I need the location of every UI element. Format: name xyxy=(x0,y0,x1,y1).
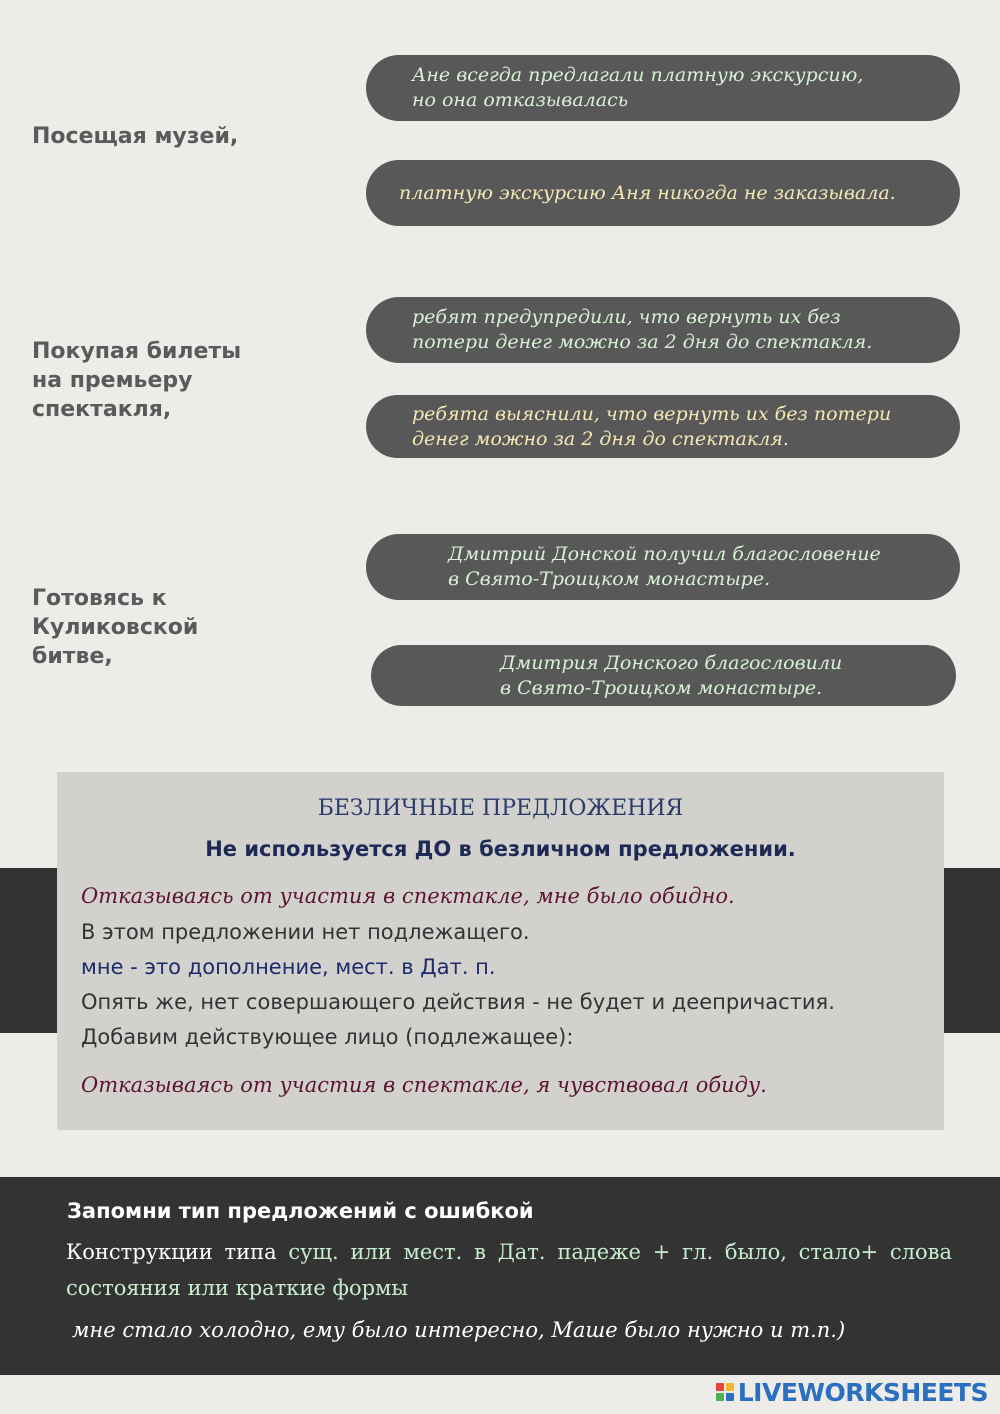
stem-2: Покупая билеты на премьеру спектакля, xyxy=(32,339,242,422)
option-1a-text: Ане всегда предлагали платную экскурсию, но она отказывалась xyxy=(412,64,864,111)
rule-subtitle: Не используется ДО в безличном предложении. xyxy=(205,837,796,861)
option-1a[interactable] xyxy=(366,55,960,121)
memo-text-a: Конструкции типа xyxy=(66,1240,277,1264)
option-2a-text: ребят предупредили, что вернуть их без потери денег можно за 2 дня до спектакля. xyxy=(412,306,873,353)
option-1b[interactable] xyxy=(366,160,960,226)
option-2a[interactable] xyxy=(366,297,960,363)
rule-card xyxy=(57,772,944,1130)
rule-line-1: В этом предложении нет подлежащего. xyxy=(81,920,530,944)
option-2b[interactable] xyxy=(366,395,960,458)
memo-title: Запомни тип предложений с ошибкой xyxy=(67,1199,534,1223)
stem-3: Готовясь к Куликовской битве, xyxy=(32,586,199,669)
brand-logo[interactable] xyxy=(716,1376,988,1408)
rule-title: БЕЗЛИЧНЫЕ ПРЕДЛОЖЕНИЯ xyxy=(317,796,684,821)
option-3b[interactable] xyxy=(371,645,956,706)
brand-name: LIVEWORKSHEETS xyxy=(737,1377,988,1407)
option-2b-text: ребята выяснили, что вернуть их без потери денег можно за 2 дня до спектакля. xyxy=(412,402,892,450)
memo-text-b: сущ. или мест. в Дат. падеже + гл. было, стало+ слова состояния или краткие формы xyxy=(66,1240,952,1300)
option-3a-text: Дмитрий Донской получил благословение в Свято-Троицком монастыре. xyxy=(448,543,881,590)
memo-block xyxy=(0,1177,1000,1375)
rule-line-3: Опять же, нет совершающего действия - не будет и деепричастия. xyxy=(81,990,835,1014)
rule-example-right: Отказываясь от участия в спектакле, я чувствовал обиду. xyxy=(81,1073,767,1097)
logo-square-l xyxy=(716,1383,724,1391)
rule-line-4: Добавим действующее лицо (подлежащее): xyxy=(81,1025,574,1049)
stem-1: Посещая музей, xyxy=(32,124,239,149)
liveworksheets-icon xyxy=(716,1383,734,1401)
rule-line-2: мне - это дополнение, мест. в Дат. п. xyxy=(81,955,496,979)
rule-example-wrong: Отказываясь от участия в спектакле, мне было обидно. xyxy=(81,884,735,908)
logo-square-v xyxy=(716,1393,724,1401)
logo-square-e xyxy=(726,1393,734,1401)
option-3a[interactable] xyxy=(366,534,960,600)
logo-square-i xyxy=(726,1383,734,1391)
memo-text xyxy=(66,1234,952,1306)
option-1b-text: платную экскурсию Аня никогда не заказывала. xyxy=(399,181,896,204)
memo-example: мне стало холодно, ему было интересно, Маше было нужно и т.п.) xyxy=(72,1318,846,1342)
option-3b-text: Дмитрия Донского благословили в Свято-Троицком монастыре. xyxy=(500,651,843,699)
